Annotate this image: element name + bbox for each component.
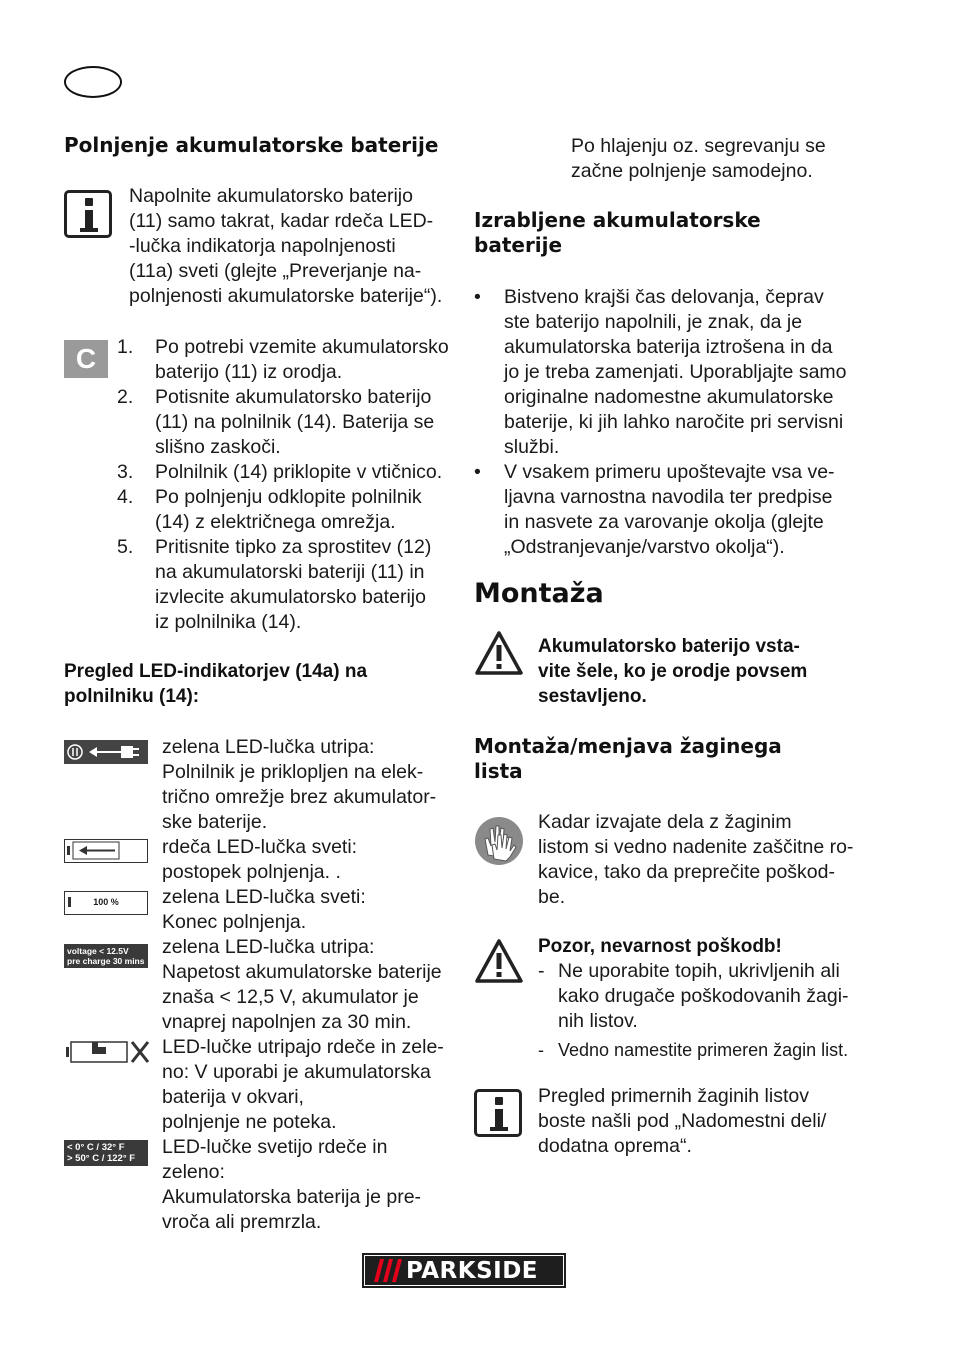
charging-info-text: Napolnite akumulatorsko baterijo (11) samo takrat, kadar rdeča LED- -lučka indikatorja napolnjenosti (11a) sveti (glejte „Preverjanje na- polnjenosti akumulatorske baterije“). bbox=[129, 185, 443, 307]
c-step-icon: C bbox=[64, 340, 108, 378]
section-title-blade: Montaža/menjava žaginega lista bbox=[474, 734, 782, 783]
step-item: 4. Po polnjenju odklopite polnilnik (14) z električnega omrežja. bbox=[117, 486, 422, 533]
led-row-text: zelena LED-lučka utripa: Polnilnik je priklopljen na elek- trično omrežje brez akumulator- ske baterije. bbox=[162, 736, 437, 833]
led-row-text: zelena LED-lučka sveti: Konec polnjenja. bbox=[162, 886, 366, 933]
step-item: 5. Pritisnite tipko za sprostitev (12) na akumulatorski bateriji (11) in izvlecite akumulatorsko baterijo iz polnilnika (14). bbox=[117, 536, 432, 633]
parkside-logo: PARKSIDE bbox=[362, 1253, 566, 1288]
section-title-assembly: Montaža bbox=[474, 578, 604, 609]
charging-steps bbox=[117, 335, 457, 635]
language-indicator bbox=[64, 66, 122, 98]
warning-icon bbox=[474, 938, 524, 984]
assembly-warning-text: Akumulatorsko baterijo vsta- vite šele, ko je orodje povsem sestavljeno. bbox=[538, 636, 808, 707]
led-fault-icon bbox=[64, 1039, 150, 1065]
list-item: • V vsakem primeru upoštevajte vsa ve- ljavna varnostna navodila ter predpise in nasvete za varovanje okolja (glejte „Odstranjevanje/varstvo okolja“). bbox=[474, 460, 864, 560]
info-icon bbox=[64, 190, 112, 238]
list-item: - Ne uporabite topih, ukrivljenih ali kako drugače poškodovanih žagi- nih listov. bbox=[538, 959, 868, 1034]
led-precharge-badge: voltage < 12.5V pre charge 30 mins bbox=[64, 944, 148, 968]
led-temperature-badge: < 0° C / 32° F > 50° C / 122° F bbox=[64, 1140, 148, 1166]
step-item: 1. Po potrebi vzemite akumulatorsko baterijo (11) iz orodja. bbox=[117, 336, 449, 383]
led-row-text: zelena LED-lučka utripa: Napetost akumulatorske baterije znaša < 12,5 V, akumulator je vnaprej napolnjen za 30 min. bbox=[162, 936, 442, 1033]
step-item: 3. Polnilnik (14) priklopite v vtičnico. bbox=[117, 461, 443, 483]
step-item: 2. Potisnite akumulatorsko baterijo (11) na polnilnik (14). Baterija se slišno zaskoči. bbox=[117, 386, 435, 458]
info-icon bbox=[474, 1089, 522, 1137]
danger-list bbox=[538, 959, 868, 1063]
blade-overview-info: Pregled primernih žaginih listov boste našli pod „Nadomestni deli/ dodatna oprema“. bbox=[538, 1085, 827, 1157]
danger-title: Pozor, nevarnost poškodb! bbox=[538, 936, 782, 957]
led-full-icon: 100 % bbox=[64, 891, 148, 915]
led-row-text: LED-lučke utripajo rdeče in zele- no: V uporabi je akumulatorska baterija v okvari, polnjenje ne poteka. bbox=[162, 1036, 444, 1133]
led-row-text: rdeča LED-lučka sveti: postopek polnjenja. . bbox=[162, 836, 358, 883]
section-title-worn-batteries: Izrabljene akumulatorske baterije bbox=[474, 208, 761, 257]
list-item: • Bistveno krajši čas delovanja, čeprav ste baterijo napolnili, je znak, da je akumulatorska baterija iztrošena in da jo je treba zamenjati. Uporabljajte samo originalne nadomestne akumulatorske baterije, ki jih lahko naročite pri servisni službi. bbox=[474, 285, 864, 460]
led-charging-icon bbox=[64, 839, 148, 863]
worn-battery-list bbox=[474, 285, 864, 560]
list-item: - Vedno namestite primeren žagin list. bbox=[538, 1038, 868, 1063]
gloves-text: Kadar izvajate dela z žaginim listom si vedno nadenite zaščitne ro- kavice, tako da preprečite poškod- be. bbox=[538, 811, 854, 908]
gloves-icon bbox=[474, 815, 524, 867]
led-row-text: LED-lučke svetijo rdeče in zeleno: Akumulatorska baterija je pre- vroča ali premrzla. bbox=[162, 1136, 422, 1233]
led-plug-icon bbox=[64, 740, 148, 764]
section-title-charging: Polnjenje akumulatorske baterije bbox=[64, 133, 439, 157]
cooling-note: Po hlajenju oz. segrevanju se začne polnjenje samodejno. bbox=[571, 135, 826, 182]
warning-icon bbox=[474, 630, 524, 676]
led-overview-title: Pregled LED-indikatorjev (14a) na polnilniku (14): bbox=[64, 661, 368, 707]
